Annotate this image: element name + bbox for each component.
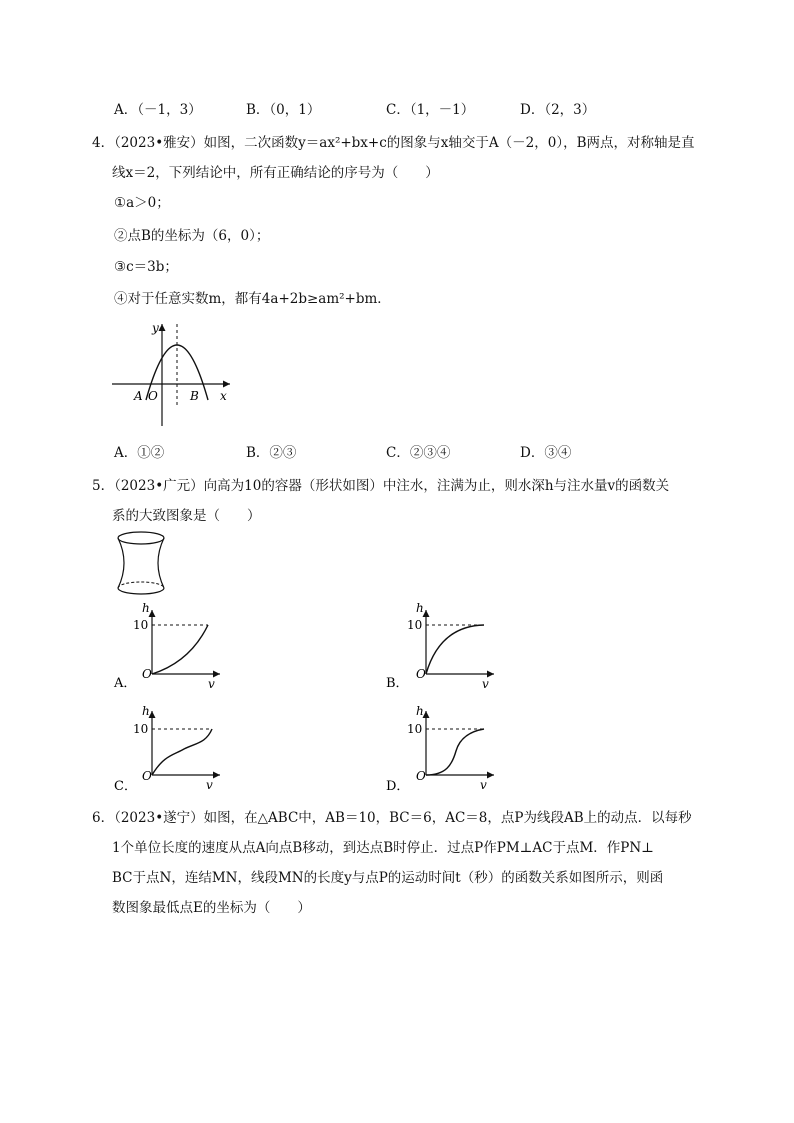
curve-a — [152, 625, 208, 674]
svg-text:v: v — [206, 778, 213, 792]
q3-option-a: A．（－1，3） — [114, 102, 202, 118]
point-a-label: A — [134, 389, 143, 403]
svg-text:10: 10 — [407, 722, 423, 736]
q5-graph-a — [112, 600, 222, 692]
curve-c — [152, 729, 212, 775]
q5-text-line1: 5．（2023•广元）向高为10的容器（形状如图）中注水，注满为止，则水深h与注水量v的函数关 — [92, 478, 670, 494]
q5-graph-c — [112, 703, 224, 795]
svg-text:h: h — [416, 704, 424, 718]
svg-text:h: h — [142, 601, 150, 615]
q4-option-a: A．①② — [114, 445, 165, 461]
q4-parabola-figure — [110, 318, 240, 430]
q4-option-d: D．③④ — [520, 445, 572, 461]
graph-c-label: C． — [114, 779, 137, 794]
q5-graph-b — [384, 600, 499, 692]
point-b-label: B — [190, 389, 199, 403]
q4-statement-2: ②点B的坐标为（6，0）； — [114, 228, 270, 244]
svg-text:10: 10 — [407, 618, 423, 632]
svg-text:h: h — [142, 704, 150, 718]
graph-b-label: B． — [386, 676, 409, 691]
svg-text:h: h — [416, 601, 424, 615]
svg-text:v: v — [208, 677, 215, 691]
y-label: y — [152, 321, 159, 335]
q4-statement-3: ③c＝3b； — [114, 259, 178, 275]
origin-label: O — [148, 389, 158, 403]
q3-option-b: B．（0，1） — [246, 102, 321, 118]
q3-option-d: D．（2，3） — [520, 102, 596, 118]
q4-statement-1: ①a＞0； — [114, 195, 170, 211]
svg-text:v: v — [482, 677, 489, 691]
svg-text:O: O — [416, 667, 426, 681]
q4-statement-4: ④对于任意实数m，都有4a+2b≥am²+bm． — [114, 291, 391, 307]
q5-graph-d — [384, 703, 499, 795]
svg-text:O: O — [416, 769, 426, 783]
q5-text-line2: 系的大致图象是（ ） — [112, 508, 261, 524]
q6-text-line3: BC于点N，连结MN，线段MN的长度y与点P的运动时间t（秒）的函数关系如图所示，则函 — [112, 870, 664, 886]
curve-b — [426, 625, 484, 674]
svg-text:O: O — [142, 769, 152, 783]
curve-d — [426, 729, 484, 775]
q4-option-b: B．②③ — [246, 445, 297, 461]
q4-option-c: C．②③④ — [386, 445, 451, 461]
graph-d-label: D． — [386, 779, 410, 794]
q3-option-c: C．（1，－1） — [386, 102, 475, 118]
q6-text-line1: 6．（2023•遂宁）如图，在△ABC中，AB＝10，BC＝6，AC＝8，点P为线段AB上的动点．以每秒 — [92, 810, 692, 826]
graph-a-label: A． — [114, 676, 137, 691]
svg-text:O: O — [142, 667, 152, 681]
x-label: x — [220, 389, 227, 403]
q6-text-line2: 1个单位长度的速度从点A向点B移动，到达点B时停止．过点P作PM⊥AC于点M．作PN⊥ — [112, 840, 654, 856]
q4-text-line2: 线x＝2，下列结论中，所有正确结论的序号为（ ） — [112, 165, 439, 181]
svg-text:v: v — [480, 778, 487, 792]
svg-text:10: 10 — [133, 618, 149, 632]
q5-container-figure — [112, 530, 170, 596]
q4-text-line1: 4．（2023•雅安）如图，二次函数y＝ax²+bx+c的图象与x轴交于A（－2，0），B两点，对称轴是直 — [92, 135, 695, 151]
svg-text:10: 10 — [133, 722, 149, 736]
q6-text-line4: 数图象最低点E的坐标为（ ） — [112, 900, 311, 916]
